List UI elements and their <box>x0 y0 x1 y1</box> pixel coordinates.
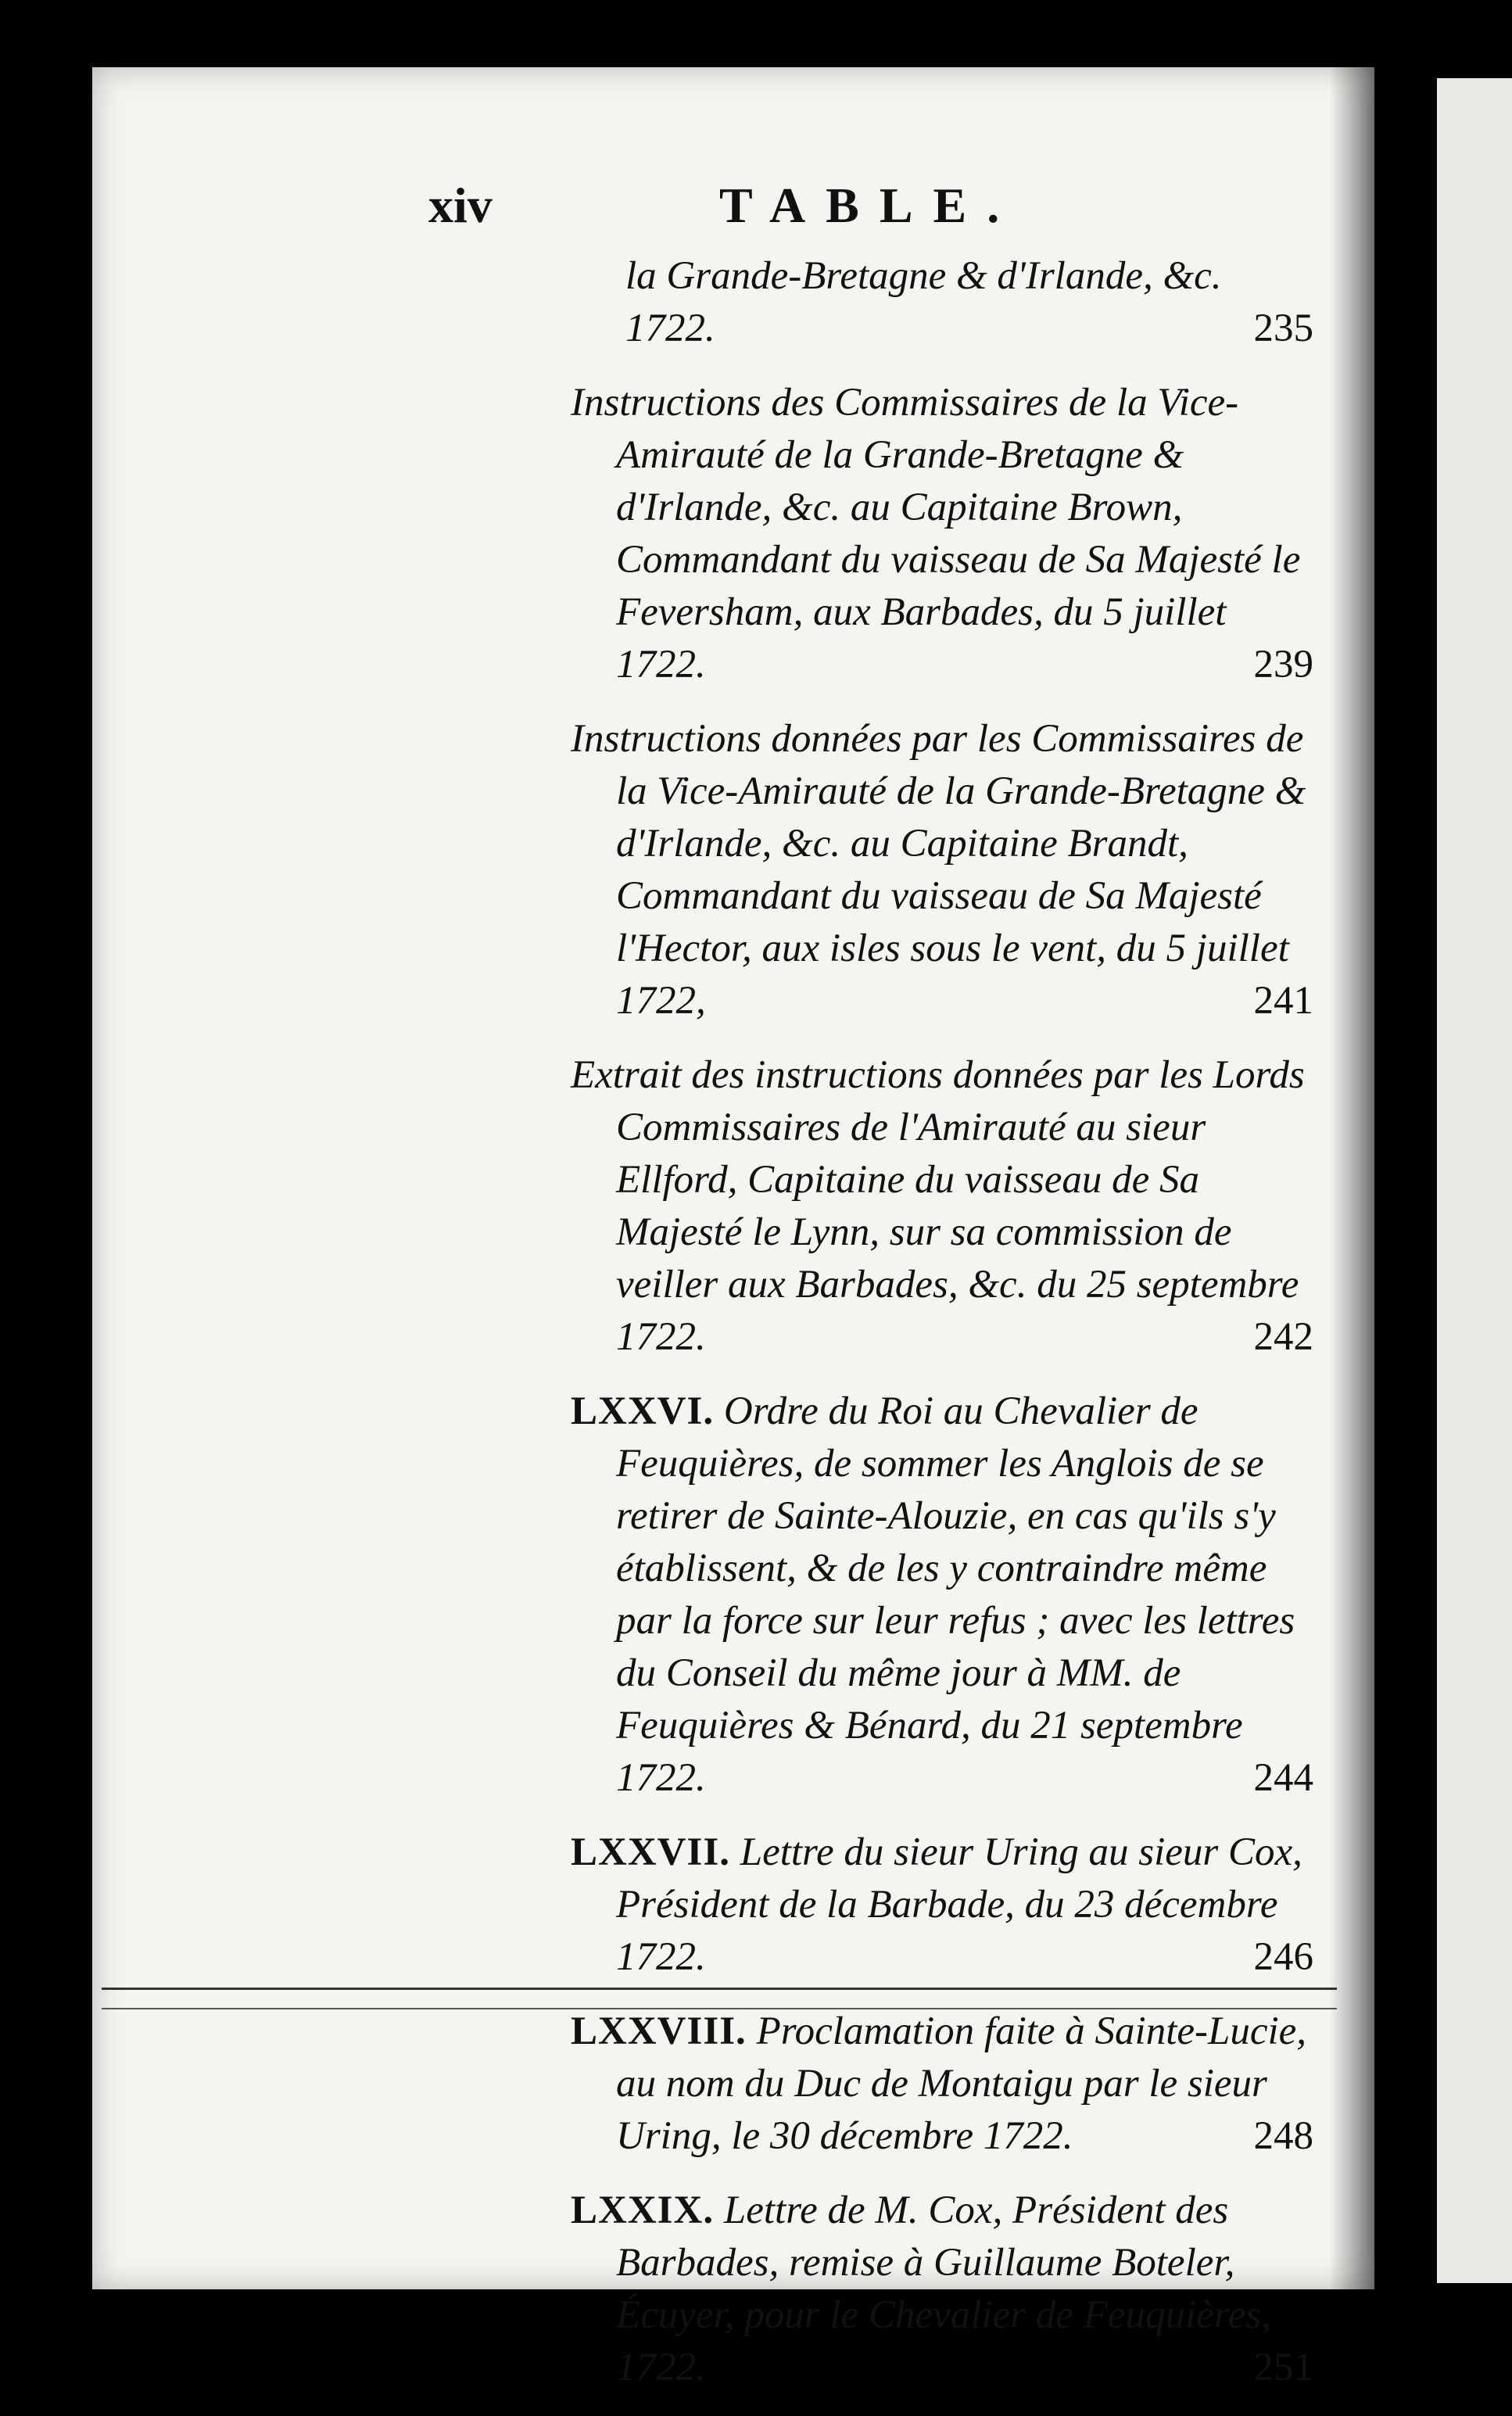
toc-entry <box>571 713 1313 1027</box>
toc-entry-text: Lettre de M. Cox, Président des Barbades, remise à Guillaume Boteler, Écuyer, pour le Chevalier de Feuquières, 1722. <box>616 2188 1271 2389</box>
running-title: TABLE. <box>719 177 1020 233</box>
toc-entry <box>571 1385 1313 1805</box>
toc-entry-page: 251 <box>1253 2346 1313 2389</box>
toc-entry-number: LXXVII. <box>571 1830 730 1874</box>
toc-entry-number: LXXVI. <box>571 1389 715 1433</box>
page-edge-shadow <box>1329 67 1423 2289</box>
table-of-contents <box>571 250 1313 2416</box>
facing-page-edge <box>1437 78 1512 2283</box>
toc-entry-page: 244 <box>1253 1756 1313 1800</box>
toc-entry-text: Instructions données par les Commissaires de la Vice-Amirauté de la Grande-Bretagne & d'Irlande, &c. au Capitaine Brandt, Commandant du vaisseau de Sa Majesté l'Hector, aux isles sous le vent, du 5 juillet 1722, <box>571 717 1306 1023</box>
toc-entry-number: LXXIX. <box>571 2188 715 2232</box>
toc-entry-text: Instructions des Commissaires de la Vice-Amirauté de la Grande-Bretagne & d'Irlande, &c. au Capitaine Brown, Commandant du vaisseau de Sa Majesté le Feversham, aux Barbades, du 5 juillet 1722. <box>571 381 1301 686</box>
toc-entry-page: 241 <box>1253 979 1313 1023</box>
toc-entry <box>571 250 1313 355</box>
toc-entry <box>571 377 1313 691</box>
toc-entry-text: Proclamation faite à Sainte-Lucie, au nom du Duc de Montaigu par le sieur Uring, le 30 décembre 1722. <box>616 2009 1307 2158</box>
toc-entry <box>571 2006 1313 2163</box>
toc-entry-page: 235 <box>1253 306 1313 350</box>
page-header <box>428 177 1335 239</box>
toc-entry <box>571 1049 1313 1364</box>
page-number: xiv <box>428 177 493 233</box>
toc-entry-text: la Grande-Bretagne & d'Irlande, &c. 1722. <box>625 254 1222 350</box>
toc-entry-page: 248 <box>1253 2114 1313 2158</box>
toc-entry-page: 246 <box>1253 1935 1313 1979</box>
toc-entry-number: LXXVIII. <box>571 2009 747 2053</box>
toc-entry-text: Lettre du sieur Uring au sieur Cox, Président de la Barbade, du 23 décembre 1722. <box>616 1830 1302 1979</box>
divider-rule <box>102 1988 1337 1990</box>
toc-entry <box>571 2185 1313 2394</box>
divider-rule <box>102 2008 1337 2009</box>
toc-entry-page: 239 <box>1253 643 1313 686</box>
toc-entry-text: Ordre du Roi au Chevalier de Feuquières, de sommer les Anglois de se retirer de Sainte-Alouzie, en cas qu'ils s'y établissent, & de les y contraindre même par la force sur leur refus ; avec les lettres du Conseil du même jour à MM. de Feuquières & Bénard, du 21 septembre 1722. <box>616 1389 1295 1800</box>
toc-entry-page: 242 <box>1253 1315 1313 1359</box>
toc-entry <box>571 1826 1313 1984</box>
toc-entry-text: Extrait des instructions données par les Lords Commissaires de l'Amirauté au sieur Ellford, Capitaine du vaisseau de Sa Majesté le Lynn, sur sa commission de veiller aux Barbades, &c. du 25 septembre 1722. <box>571 1053 1305 1359</box>
